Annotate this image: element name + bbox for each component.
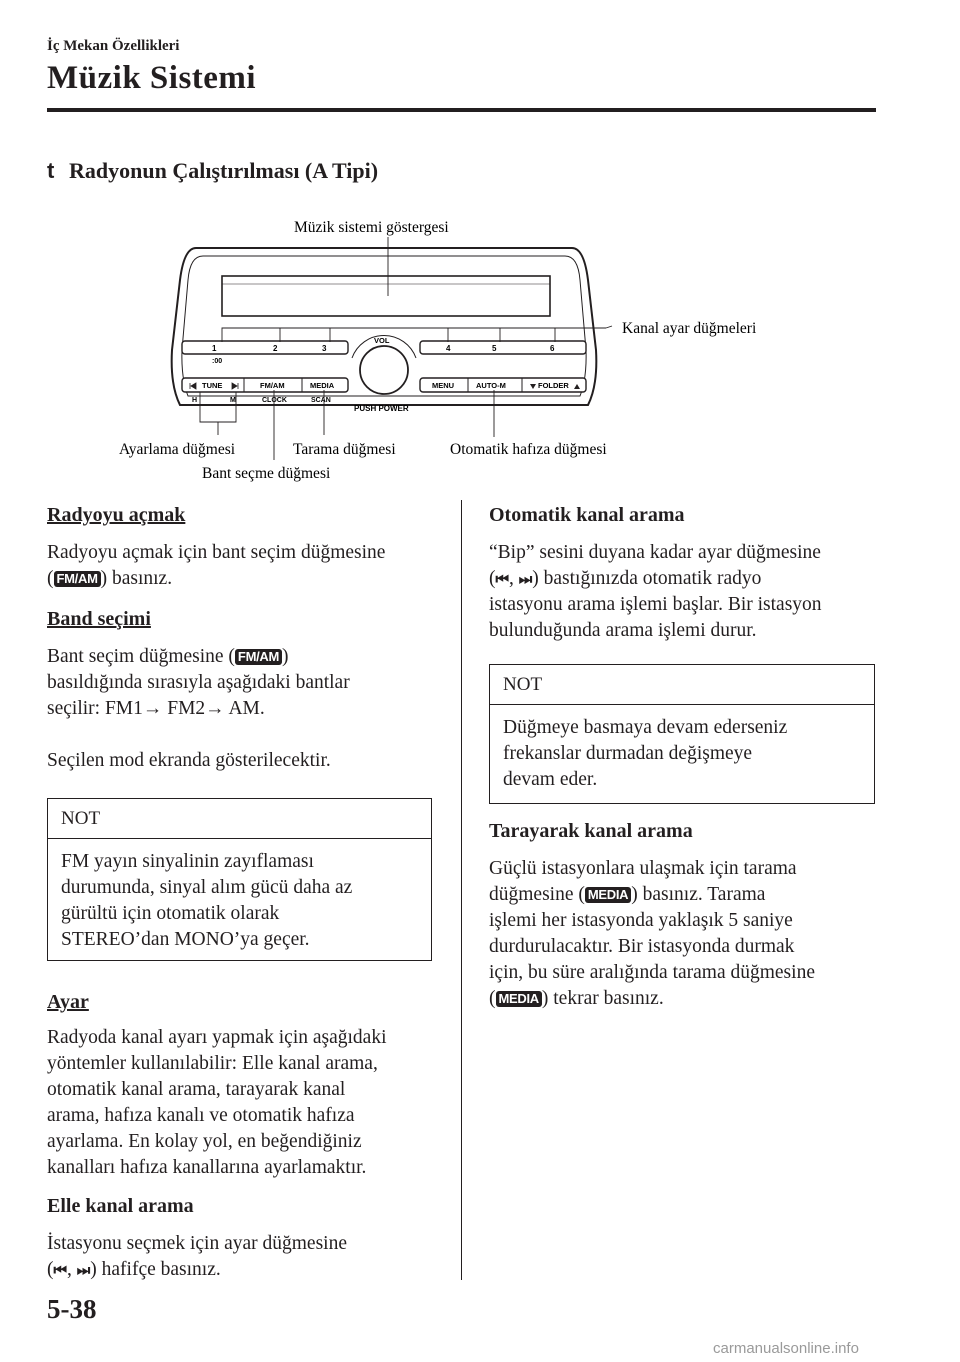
note-heading: NOT bbox=[490, 665, 874, 705]
seek-back-icon: ⏮ bbox=[495, 570, 510, 588]
media-icon: MEDIA bbox=[496, 991, 542, 1007]
callout-channel-buttons: Kanal ayar düğmeleri bbox=[622, 320, 757, 337]
preset-3: 3 bbox=[322, 344, 327, 353]
fmam-button-label: FM/AM bbox=[260, 381, 285, 390]
band-text-3: seçilir: FM1→ FM2→ AM. bbox=[47, 698, 265, 719]
title-rule bbox=[47, 108, 876, 112]
fmam-icon: FM/AM bbox=[54, 571, 101, 587]
vol-label: VOL bbox=[374, 336, 390, 345]
preset-4: 4 bbox=[446, 344, 451, 353]
auto-text-4: bulunduğunda arama işlemi durur. bbox=[489, 620, 757, 641]
page-title: Müzik Sistemi bbox=[47, 60, 257, 96]
seek-forward-icon: ⏭ bbox=[76, 1261, 91, 1279]
left-column bbox=[47, 502, 432, 1283]
heading-manual-search: Elle kanal arama bbox=[47, 1195, 194, 1217]
callout-band: Bant seçme düğmesi bbox=[202, 465, 331, 482]
sublabel-clock: CLOCK bbox=[262, 397, 287, 404]
manual-text-1: İstasyonu seçmek için ayar düğmesine bbox=[47, 1233, 347, 1254]
auto-text-3: istasyonu arama işlemi başlar. Bir istasyon bbox=[489, 594, 822, 615]
sublabel-scan: SCAN bbox=[311, 397, 331, 404]
right-column bbox=[489, 502, 874, 1012]
preset-sub-00: :00 bbox=[212, 358, 223, 365]
media-icon: MEDIA bbox=[585, 887, 631, 903]
push-power-label: PUSH POWER bbox=[354, 404, 409, 413]
callout-auto-memory: Otomatik hafıza düğmesi bbox=[450, 441, 607, 458]
note-box-fm bbox=[47, 798, 432, 961]
callout-scan: Tarama düğmesi bbox=[293, 441, 396, 458]
page-number: 5-38 bbox=[47, 1294, 97, 1324]
callout-tune: Ayarlama düğmesi bbox=[119, 441, 236, 458]
heading-bullet: t bbox=[47, 158, 55, 183]
heading-text: Radyonun Çalıştırılması (A Tipi) bbox=[69, 158, 379, 183]
scan-text-6: ( MEDIA ) tekrar basınız. bbox=[489, 988, 664, 1009]
scan-text-2: düğmesine ( MEDIA ) basınız. Tarama bbox=[489, 884, 766, 905]
manual-text-2: (⏮, ⏭) hafifçe basınız. bbox=[47, 1259, 221, 1280]
scan-text-4: durdurulacaktır. Bir istasyonda durmak bbox=[489, 936, 795, 957]
media-button-label: MEDIA bbox=[310, 381, 335, 390]
scan-text-3: işlemi her istasyonda yaklaşık 5 saniye bbox=[489, 910, 793, 931]
scan-text-5: için, bu süre aralığında tarama düğmesine bbox=[489, 962, 815, 983]
scan-text-1: Güçlü istasyonlara ulaşmak için tarama bbox=[489, 858, 797, 879]
preset-2: 2 bbox=[273, 344, 278, 353]
sublabel-h: H bbox=[192, 397, 198, 404]
preset-5: 5 bbox=[492, 344, 497, 353]
preset-1: 1 bbox=[212, 344, 217, 353]
radio-on-text-2: ( FM/AM ) basınız. bbox=[47, 568, 173, 589]
ayar-text: Radyoda kanal ayarı yapmak için aşağıdaki yöntemler kullanılabilir: Elle kanal arama, otomatik kanal arama, tarayarak kanal arama, hafıza kanalı ve otomatik hafıza ayarlama. En kolay yol, en beğendiğiniz kanalları hafıza kanallarına ayarlamaktır. bbox=[47, 1027, 387, 1178]
auto-text-1: “Bip” sesini duyana kadar ayar düğmesine bbox=[489, 542, 821, 563]
auto-text-2: (⏮, ⏭) bastığınızda otomatik radyo bbox=[489, 568, 762, 589]
fmam-icon: FM/AM bbox=[235, 649, 282, 665]
band-text-2: basıldığında sırasıyla aşağıdaki bantlar bbox=[47, 672, 350, 693]
autom-button-label: AUTO-M bbox=[476, 381, 506, 390]
heading-radio-on: Radyoyu açmak bbox=[47, 504, 186, 526]
preset-6: 6 bbox=[550, 344, 555, 353]
section-heading bbox=[47, 158, 378, 184]
tune-button-label: TUNE bbox=[202, 381, 223, 390]
footer-watermark: carmanualsonline.info bbox=[713, 1340, 859, 1357]
note-body: Düğmeye basmaya devam ederseniz frekanslar durmadan değişmeye devam eder. bbox=[503, 717, 788, 790]
seek-back-icon: ⏮ bbox=[53, 1261, 68, 1279]
radio-on-text-1: Radyoyu açmak için bant seçim düğmesine bbox=[47, 542, 386, 563]
sublabel-m: M bbox=[230, 397, 236, 404]
heading-ayar: Ayar bbox=[47, 991, 89, 1013]
heading-auto-search: Otomatik kanal arama bbox=[489, 504, 685, 526]
music-display bbox=[222, 276, 550, 316]
band-text-1: Bant seçim düğmesine ( FM/AM ) bbox=[47, 646, 289, 667]
note-body: FM yayın sinyalinin zayıflaması durumunda, sinyal alım gücü daha az gürültü için otomatik olarak STEREO’dan MONO’ya geçer. bbox=[61, 851, 353, 950]
note-box-hold bbox=[489, 664, 875, 804]
callout-display: Müzik sistemi göstergesi bbox=[294, 219, 449, 236]
mode-text: Seçilen mod ekranda gösterilecektir. bbox=[47, 750, 331, 771]
preset-bar-right bbox=[420, 341, 586, 354]
note-heading: NOT bbox=[48, 799, 431, 839]
menu-button-label: MENU bbox=[432, 381, 455, 390]
seek-forward-icon: ⏭ bbox=[518, 570, 533, 588]
heading-band-select: Band seçimi bbox=[47, 608, 151, 630]
radio-panel-figure bbox=[0, 200, 960, 490]
heading-scan-search: Tarayarak kanal arama bbox=[489, 820, 693, 842]
column-divider bbox=[461, 500, 462, 1280]
section-label: İç Mekan Özellikleri bbox=[47, 38, 180, 54]
folder-button-label: FOLDER bbox=[538, 381, 569, 390]
volume-knob bbox=[360, 346, 408, 394]
